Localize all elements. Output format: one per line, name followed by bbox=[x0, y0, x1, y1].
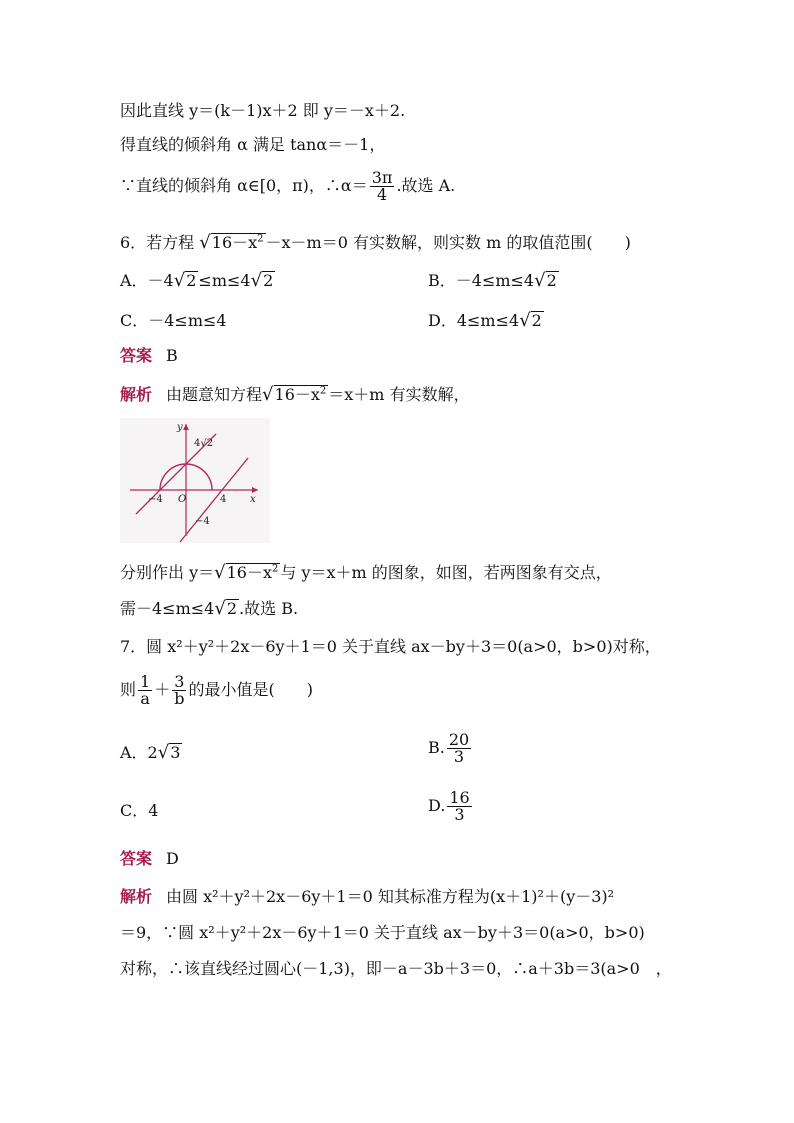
solution-line-1: 因此直线 y＝(k－1)x＋2 即 y＝－x＋2. bbox=[120, 101, 406, 120]
top-label: 4√2 bbox=[194, 438, 214, 449]
q7-analysis-2: ＝9，∵圆 x²＋y²＋2x－6y＋1＝0 关于直线 ax－by＋3＝0(a>0，b>0) bbox=[120, 923, 645, 942]
q7-answer: 答案 D bbox=[120, 849, 179, 868]
pos4-x-label: 4 bbox=[220, 494, 227, 505]
neg4-x-label: −4 bbox=[148, 494, 163, 505]
q6-answer: 答案 B bbox=[120, 346, 178, 365]
question-7-stem-2: 则 $\frac{1}{a}$ ＋ $\frac{3}{b}$ 的最小值是( ) bbox=[120, 672, 313, 708]
q7-analysis-1: 解析 由圆 x²＋y²＋2x－6y＋1＝0 知其标准方程为(x＋1)²＋(y－3)² bbox=[120, 887, 615, 906]
y-axis-label: y bbox=[177, 422, 183, 433]
q7-analysis-3: 对称，∴该直线经过圆心(－1,3)，即－a－3b＋3＝0，∴a＋3b＝3(a>0 ， bbox=[120, 959, 672, 978]
q6-need-text: 需－4≤m≤4√2 .故选 B. bbox=[120, 598, 299, 619]
q6-draw-text: 分别作出 $y=√16-x^2$ 与 y＝x＋m 的图象，如图，若两图象有交点， bbox=[120, 562, 612, 583]
q6-option-d: D．4≤m≤4√2 bbox=[428, 310, 542, 331]
q7-option-a: A．2√3 bbox=[120, 742, 181, 763]
q6-option-a: A．－4√2 ≤m≤4√2 bbox=[120, 270, 274, 291]
neg4-y-label: −4 bbox=[195, 516, 210, 527]
q6-analysis: 解析 由题意知方程$√16-x^2 =x+m$ 有实数解， bbox=[120, 384, 470, 405]
solution-line-3: ∵直线的倾斜角 α∈[0，π)，∴α＝ $\frac{3\pi}{4}$ .故选 A. bbox=[120, 168, 456, 204]
origin-label: O bbox=[178, 494, 187, 505]
question-6-stem: 6．若方程 $√16-x^2 -x-m=0$ 有实数解，则实数 m 的取值范围( ) bbox=[120, 232, 631, 253]
q7-option-b: B. $\frac{20}{3}$ bbox=[428, 730, 470, 766]
question-7-stem: 7．圆 x²＋y²＋2x－6y＋1＝0 关于直线 ax－by＋3＝0(a>0，b>0)对称， bbox=[120, 637, 661, 656]
x-axis-label: x bbox=[250, 494, 256, 505]
graph-figure bbox=[120, 418, 270, 543]
solution-line-2: 得直线的倾斜角 α 满足 tanα＝－1， bbox=[120, 135, 386, 154]
q6-option-b: B．－4≤m≤4√2 bbox=[428, 270, 557, 291]
fraction-3pi-4: $\frac{3\pi}{4}$ bbox=[371, 168, 393, 204]
q7-option-d: D. $\frac{16}{3}$ bbox=[428, 788, 470, 824]
q7-option-c: C．4 bbox=[120, 801, 159, 820]
q6-option-c: C．－4≤m≤4 bbox=[120, 311, 227, 330]
